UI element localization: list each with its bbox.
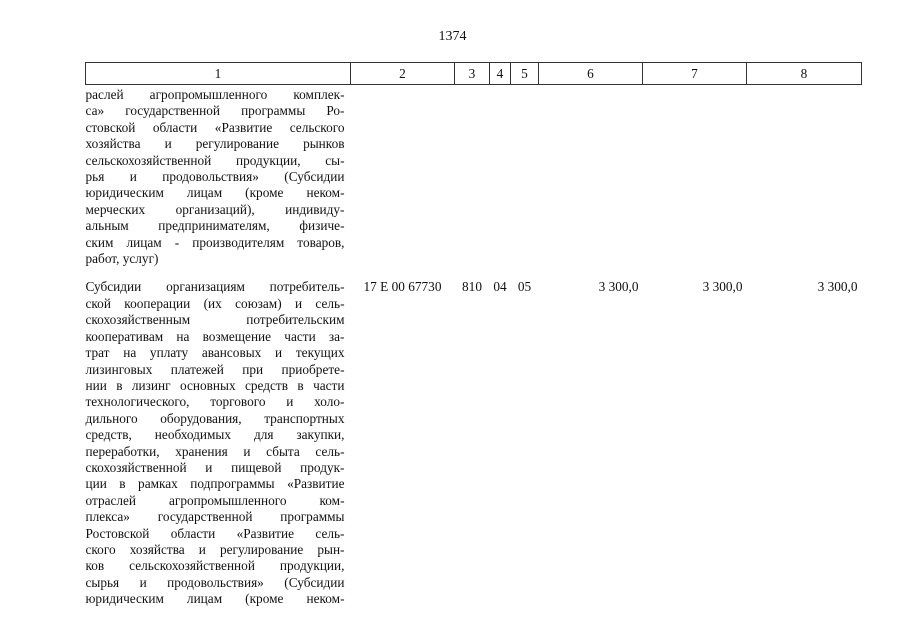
column-header-7: 7 xyxy=(643,63,747,85)
page-number: 1374 xyxy=(438,29,467,44)
description-line: скохозяйственной и пищевой продук- xyxy=(85,459,345,475)
budget-table xyxy=(85,62,862,608)
expense-type-code: 810 xyxy=(462,279,482,295)
amount-col-6: 3 300,0 xyxy=(598,279,639,295)
description-line: лизинговых платежей при приобрете- xyxy=(85,361,345,377)
column-header-6: 6 xyxy=(539,63,643,85)
amount-col-8 xyxy=(747,85,862,268)
description-line: средств, необходимых для закупки, xyxy=(85,427,345,443)
description-line: юридическим лицам (кроме неком- xyxy=(85,591,345,607)
description-line: работ, услуг) xyxy=(85,251,159,267)
description-line: рья и продовольствия» (Субсидии xyxy=(85,169,345,185)
column-number-header-row xyxy=(86,63,862,85)
row-description xyxy=(86,267,351,607)
amount-col-7: 3 300,0 xyxy=(702,279,743,295)
subsection-code: 05 xyxy=(517,279,532,295)
section-code xyxy=(490,85,511,268)
table-row xyxy=(86,267,862,607)
description-line: ции в рамках подпрограммы «Развитие xyxy=(85,476,345,492)
description-line: хозяйства и регулирование рынков xyxy=(85,136,345,152)
expense-type-code xyxy=(455,85,490,268)
description-line: Ростовской области «Развитие сель- xyxy=(85,525,345,541)
description-line: плекса» государственной программы xyxy=(85,509,345,525)
description-line: дильного оборудования, транспортных xyxy=(85,410,345,426)
description-line: юридическим лицам (кроме неком- xyxy=(85,185,345,201)
description-line: мерческих организаций), индивиду- xyxy=(85,201,345,217)
description-line: ского хозяйства и регулирование рын- xyxy=(85,541,345,557)
description-line: сырья и продовольствия» (Субсидии xyxy=(85,574,345,590)
subsection-code xyxy=(511,85,539,268)
description-line: отраслей агропромышленного ком- xyxy=(85,492,345,508)
description-line: скохозяйственным потребительским xyxy=(85,312,345,328)
amount-col-8: 3 300,0 xyxy=(817,279,858,295)
column-header-1: 1 xyxy=(86,63,351,85)
description-line: переработки, хранения и сбыта сель- xyxy=(85,443,345,459)
description-line: нии в лизинг основных средств в части xyxy=(85,377,345,393)
target-article-code xyxy=(351,85,455,268)
column-header-3: 3 xyxy=(455,63,490,85)
description-line: са» государственной программы Ро- xyxy=(85,103,345,119)
column-header-5: 5 xyxy=(511,63,539,85)
description-line: ской кооперации (их союзам) и сель- xyxy=(85,295,345,311)
description-line: раслей агропромышленного комплек- xyxy=(85,87,345,102)
amount-col-6 xyxy=(539,85,643,268)
description-line: сельскохозяйственной продукции, сы- xyxy=(85,152,345,168)
target-article-code: 17 Е 00 67730 xyxy=(363,279,442,295)
amount-col-7 xyxy=(643,85,747,268)
table-row xyxy=(86,85,862,268)
description-line: трат на уплату авансовых и текущих xyxy=(85,345,345,361)
description-line: Субсидии организациям потребитель- xyxy=(85,279,345,295)
section-code: 04 xyxy=(493,279,507,295)
column-header-4: 4 xyxy=(490,63,511,85)
description-line: кооперативам на возмещение части за- xyxy=(85,328,345,344)
description-line: альным предпринимателям, физиче- xyxy=(85,218,345,234)
description-line: ков сельскохозяйственной продукции, xyxy=(85,558,345,574)
description-line: ским лицам - производителям товаров, xyxy=(85,234,345,250)
column-header-2: 2 xyxy=(351,63,455,85)
description-line: технологического, торгового и холо- xyxy=(85,394,345,410)
column-header-8: 8 xyxy=(747,63,862,85)
description-line: стовской области «Развитие сельского xyxy=(85,119,345,135)
row-description xyxy=(86,85,351,268)
